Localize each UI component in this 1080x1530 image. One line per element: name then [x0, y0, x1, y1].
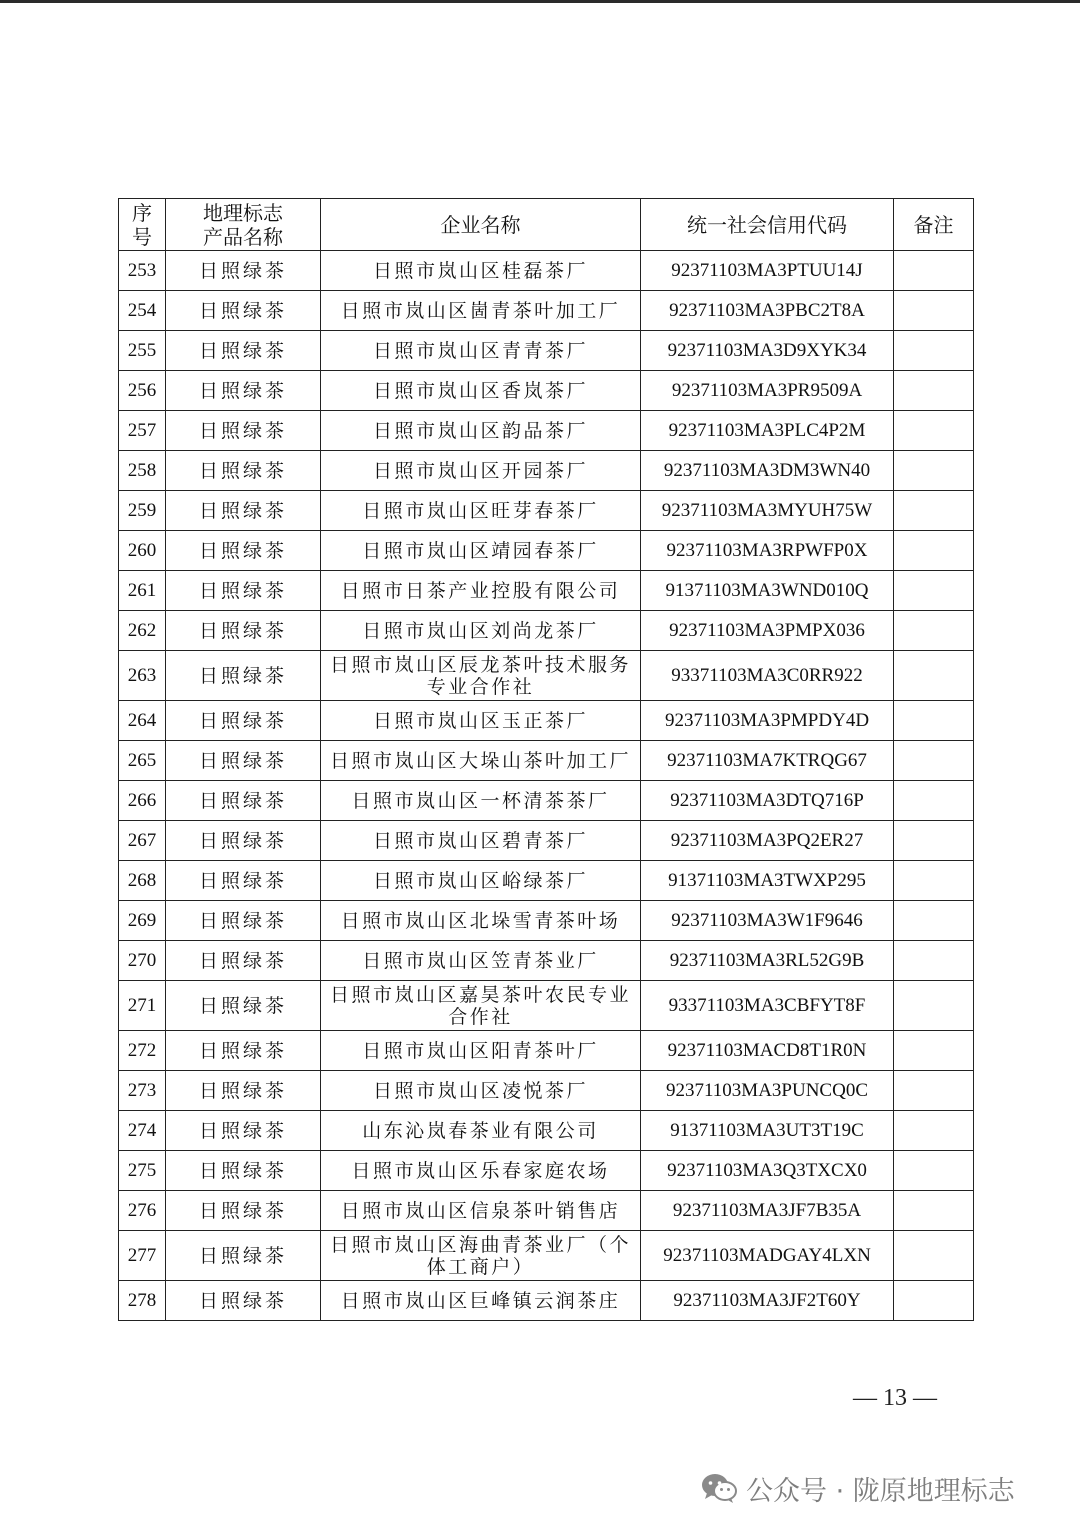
cell-credit-code: 92371103MA3D9XYK34	[641, 331, 894, 371]
cell-company-name: 日照市岚山区碧青茶厂	[321, 821, 641, 861]
cell-company-name: 日照市岚山区信泉茶叶销售店	[321, 1191, 641, 1231]
cell-product-name: 日照绿茶	[166, 821, 321, 861]
cell-remark	[894, 901, 974, 941]
cell-credit-code: 92371103MA3PMPX036	[641, 611, 894, 651]
cell-product-name: 日照绿茶	[166, 331, 321, 371]
cell-remark	[894, 331, 974, 371]
cell-company-name: 日照市岚山区青青茶厂	[321, 331, 641, 371]
table-row	[119, 941, 974, 981]
cell-credit-code: 92371103MA3PBC2T8A	[641, 291, 894, 331]
cell-product-name: 日照绿茶	[166, 1191, 321, 1231]
table-row	[119, 1111, 974, 1151]
cell-serial-number: 269	[119, 901, 166, 941]
table-row	[119, 531, 974, 571]
cell-credit-code: 92371103MA3PMPDY4D	[641, 701, 894, 741]
cell-product-name: 日照绿茶	[166, 901, 321, 941]
cell-serial-number: 274	[119, 1111, 166, 1151]
cell-serial-number: 258	[119, 451, 166, 491]
cell-remark	[894, 1031, 974, 1071]
cell-company-name: 日照市岚山区嘉昊茶叶农民专业合作社	[321, 981, 641, 1031]
cell-remark	[894, 1071, 974, 1111]
cell-product-name: 日照绿茶	[166, 781, 321, 821]
cell-company-name: 日照市日茶产业控股有限公司	[321, 571, 641, 611]
cell-serial-number: 277	[119, 1231, 166, 1281]
cell-product-name: 日照绿茶	[166, 571, 321, 611]
cell-serial-number: 261	[119, 571, 166, 611]
cell-product-name: 日照绿茶	[166, 651, 321, 701]
cell-remark	[894, 701, 974, 741]
table-row	[119, 571, 974, 611]
header-product-name: 地理标志产品名称	[166, 199, 321, 251]
cell-company-name: 日照市岚山区刘尚龙茶厂	[321, 611, 641, 651]
cell-credit-code: 92371103MA3PUNCQ0C	[641, 1071, 894, 1111]
cell-serial-number: 265	[119, 741, 166, 781]
cell-product-name: 日照绿茶	[166, 1071, 321, 1111]
cell-product-name: 日照绿茶	[166, 701, 321, 741]
table-row	[119, 1281, 974, 1321]
cell-remark	[894, 651, 974, 701]
cell-credit-code: 91371103MA3TWXP295	[641, 861, 894, 901]
table-header-row	[119, 199, 974, 251]
table-row	[119, 1191, 974, 1231]
cell-serial-number: 267	[119, 821, 166, 861]
cell-serial-number: 271	[119, 981, 166, 1031]
cell-serial-number: 264	[119, 701, 166, 741]
cell-serial-number: 256	[119, 371, 166, 411]
table-row	[119, 1151, 974, 1191]
header-company-name: 企业名称	[321, 199, 641, 251]
cell-remark	[894, 371, 974, 411]
cell-remark	[894, 291, 974, 331]
cell-credit-code: 91371103MA3UT3T19C	[641, 1111, 894, 1151]
cell-credit-code: 92371103MA3PLC4P2M	[641, 411, 894, 451]
cell-serial-number: 255	[119, 331, 166, 371]
cell-credit-code: 92371103MA3W1F9646	[641, 901, 894, 941]
cell-product-name: 日照绿茶	[166, 451, 321, 491]
cell-product-name: 日照绿茶	[166, 611, 321, 651]
cell-credit-code: 92371103MA3JF7B35A	[641, 1191, 894, 1231]
table-row	[119, 611, 974, 651]
cell-company-name: 日照市岚山区海曲青茶业厂（个体工商户）	[321, 1231, 641, 1281]
table-row	[119, 901, 974, 941]
cell-credit-code: 92371103MA3PQ2ER27	[641, 821, 894, 861]
cell-remark	[894, 861, 974, 901]
cell-credit-code: 92371103MA3RPWFP0X	[641, 531, 894, 571]
cell-company-name: 日照市岚山区阳青茶叶厂	[321, 1031, 641, 1071]
cell-remark	[894, 1111, 974, 1151]
enterprise-registry-table	[118, 198, 974, 1321]
cell-serial-number: 275	[119, 1151, 166, 1191]
cell-remark	[894, 611, 974, 651]
cell-company-name: 日照市岚山区笠青茶业厂	[321, 941, 641, 981]
wechat-icon	[700, 1472, 738, 1504]
cell-serial-number: 266	[119, 781, 166, 821]
cell-product-name: 日照绿茶	[166, 531, 321, 571]
cell-company-name: 日照市岚山区辰龙茶叶技术服务专业合作社	[321, 651, 641, 701]
table-row	[119, 491, 974, 531]
cell-credit-code: 92371103MA3JF2T60Y	[641, 1281, 894, 1321]
cell-remark	[894, 451, 974, 491]
table-row	[119, 1231, 974, 1281]
cell-product-name: 日照绿茶	[166, 1031, 321, 1071]
cell-credit-code: 92371103MA3PR9509A	[641, 371, 894, 411]
cell-credit-code: 92371103MADGAY4LXN	[641, 1231, 894, 1281]
cell-company-name: 日照市岚山区凌悦茶厂	[321, 1071, 641, 1111]
cell-serial-number: 262	[119, 611, 166, 651]
cell-company-name: 日照市岚山区桂磊茶厂	[321, 251, 641, 291]
cell-product-name: 日照绿茶	[166, 1151, 321, 1191]
table-row	[119, 861, 974, 901]
table-body	[119, 251, 974, 1321]
table-row	[119, 411, 974, 451]
table-row	[119, 371, 974, 411]
cell-serial-number: 268	[119, 861, 166, 901]
header-remark: 备注	[894, 199, 974, 251]
cell-credit-code: 91371103MA3WND010Q	[641, 571, 894, 611]
cell-serial-number: 276	[119, 1191, 166, 1231]
cell-remark	[894, 1281, 974, 1321]
table-row	[119, 781, 974, 821]
cell-product-name: 日照绿茶	[166, 291, 321, 331]
cell-serial-number: 273	[119, 1071, 166, 1111]
cell-company-name: 日照市岚山区韵品茶厂	[321, 411, 641, 451]
cell-company-name: 山东沁岚春茶业有限公司	[321, 1111, 641, 1151]
watermark	[700, 1468, 1015, 1508]
cell-remark	[894, 1231, 974, 1281]
cell-serial-number: 263	[119, 651, 166, 701]
table-row	[119, 981, 974, 1031]
cell-product-name: 日照绿茶	[166, 491, 321, 531]
cell-serial-number: 254	[119, 291, 166, 331]
cell-product-name: 日照绿茶	[166, 981, 321, 1031]
cell-company-name: 日照市岚山区北垛雪青茶叶场	[321, 901, 641, 941]
cell-credit-code: 92371103MA3MYUH75W	[641, 491, 894, 531]
table-row	[119, 821, 974, 861]
cell-credit-code: 92371103MA7KTRQG67	[641, 741, 894, 781]
cell-remark	[894, 1191, 974, 1231]
cell-company-name: 日照市岚山区一杯清茶茶厂	[321, 781, 641, 821]
cell-company-name: 日照市岚山区开园茶厂	[321, 451, 641, 491]
cell-credit-code: 92371103MACD8T1R0N	[641, 1031, 894, 1071]
cell-serial-number: 253	[119, 251, 166, 291]
cell-company-name: 日照市岚山区靖园春茶厂	[321, 531, 641, 571]
cell-serial-number: 259	[119, 491, 166, 531]
cell-product-name: 日照绿茶	[166, 1111, 321, 1151]
cell-product-name: 日照绿茶	[166, 411, 321, 451]
table-row	[119, 741, 974, 781]
cell-company-name: 日照市岚山区大垛山茶叶加工厂	[321, 741, 641, 781]
cell-serial-number: 260	[119, 531, 166, 571]
cell-company-name: 日照市岚山区香岚茶厂	[321, 371, 641, 411]
cell-company-name: 日照市岚山区崮青茶叶加工厂	[321, 291, 641, 331]
cell-serial-number: 278	[119, 1281, 166, 1321]
table-row	[119, 291, 974, 331]
cell-remark	[894, 491, 974, 531]
header-serial-number: 序号	[119, 199, 166, 251]
table-row	[119, 701, 974, 741]
cell-remark	[894, 411, 974, 451]
cell-company-name: 日照市岚山区乐春家庭农场	[321, 1151, 641, 1191]
cell-serial-number: 272	[119, 1031, 166, 1071]
cell-product-name: 日照绿茶	[166, 861, 321, 901]
cell-product-name: 日照绿茶	[166, 251, 321, 291]
cell-remark	[894, 571, 974, 611]
cell-credit-code: 92371103MA3RL52G9B	[641, 941, 894, 981]
cell-credit-code: 92371103MA3DTQ716P	[641, 781, 894, 821]
cell-serial-number: 257	[119, 411, 166, 451]
cell-credit-code: 92371103MA3PTUU14J	[641, 251, 894, 291]
cell-product-name: 日照绿茶	[166, 1281, 321, 1321]
page-number: — 13 —	[853, 1385, 937, 1411]
cell-credit-code: 93371103MA3C0RR922	[641, 651, 894, 701]
table-row	[119, 251, 974, 291]
cell-remark	[894, 981, 974, 1031]
cell-company-name: 日照市岚山区巨峰镇云润茶庄	[321, 1281, 641, 1321]
cell-remark	[894, 1151, 974, 1191]
cell-product-name: 日照绿茶	[166, 371, 321, 411]
header-credit-code: 统一社会信用代码	[641, 199, 894, 251]
cell-remark	[894, 531, 974, 571]
cell-product-name: 日照绿茶	[166, 1231, 321, 1281]
cell-credit-code: 93371103MA3CBFYT8F	[641, 981, 894, 1031]
cell-product-name: 日照绿茶	[166, 741, 321, 781]
cell-company-name: 日照市岚山区旺芽春茶厂	[321, 491, 641, 531]
table-row	[119, 451, 974, 491]
table-row	[119, 1071, 974, 1111]
watermark-text: 公众号 · 陇原地理标志	[746, 1475, 1015, 1507]
cell-serial-number: 270	[119, 941, 166, 981]
cell-credit-code: 92371103MA3DM3WN40	[641, 451, 894, 491]
cell-product-name: 日照绿茶	[166, 941, 321, 981]
top-border-line	[0, 0, 1080, 3]
cell-company-name: 日照市岚山区峪绿茶厂	[321, 861, 641, 901]
cell-remark	[894, 821, 974, 861]
table-row	[119, 331, 974, 371]
cell-company-name: 日照市岚山区玉正茶厂	[321, 701, 641, 741]
cell-credit-code: 92371103MA3Q3TXCX0	[641, 1151, 894, 1191]
table-row	[119, 1031, 974, 1071]
cell-remark	[894, 941, 974, 981]
cell-remark	[894, 781, 974, 821]
cell-remark	[894, 251, 974, 291]
table-row	[119, 651, 974, 701]
cell-remark	[894, 741, 974, 781]
